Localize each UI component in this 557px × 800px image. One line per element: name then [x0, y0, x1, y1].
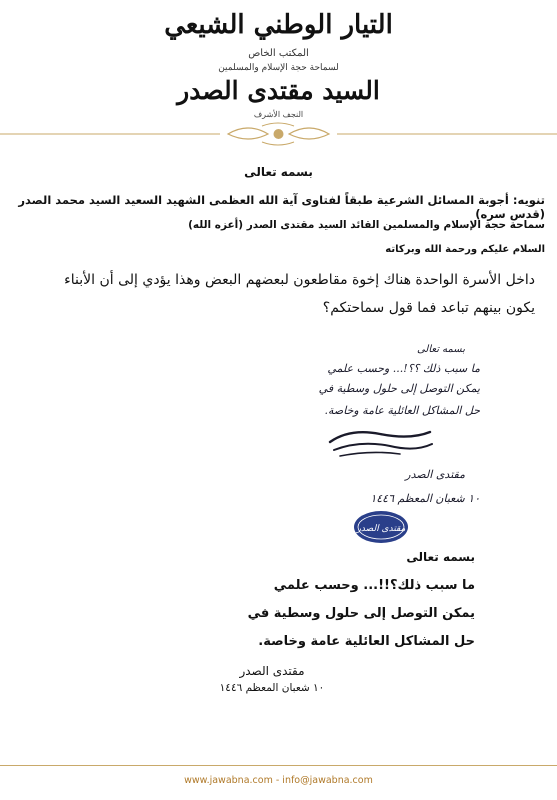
letterhead-place: النجف الأشرف — [253, 110, 304, 119]
fatwa-note: تنويه: أجوبة المسائل الشرعية طبقاً لفتاوى آية الله العظمى الشهيد السعيد السيد محمد الصدر (قدس سره) — [18, 193, 545, 221]
handwritten-line-3: حل المشاكل العائلية عامة وخاصة. — [324, 404, 480, 417]
footer-contact: www.jawabna.com - info@jawabna.com — [184, 775, 373, 786]
answer-line-1: ما سبب ذلك؟!!... وحسب علمي — [273, 578, 475, 593]
handwritten-signature — [300, 462, 480, 510]
question-basmala: بسمه تعالى — [244, 165, 313, 179]
handwritten-answer — [280, 340, 480, 426]
greeting-line: السلام عليكم ورحمة الله وبركاته — [385, 244, 545, 255]
letterhead — [0, 0, 557, 150]
official-stamp — [353, 510, 409, 544]
answer-line-3: حل المشاكل العائلية عامة وخاصة. — [258, 634, 475, 649]
letterhead-name: السيد مقتدى الصدر — [177, 76, 380, 105]
handwritten-basmala: بسمه تعالى — [416, 344, 465, 355]
handwritten-line-2: يمكن التوصل إلى حلول وسطية في — [318, 382, 480, 395]
handwritten-line-1: ما سبب ذلك ؟؟!... وحسب علمي — [327, 362, 480, 375]
signature-scribble — [320, 420, 440, 464]
answer-date: ١٠ شعبان المعظم ١٤٤٦ — [219, 682, 325, 694]
answer-basmala: بسمه تعالى — [406, 550, 475, 564]
recipient-line: سماحة حجة الإسلام والمسلمين القائد السيد مقتدى الصدر (أعزه الله) — [188, 219, 545, 231]
stamp-text: مقتدى الصدر — [356, 524, 406, 534]
footer-divider — [0, 765, 557, 766]
handwritten-sign-name: مقتدى الصدر — [405, 468, 465, 481]
handwritten-sign-date: ١٠ شعبان المعظم ١٤٤٦ — [370, 492, 480, 505]
question-text: داخل الأسرة الواحدة هناك إخوة مقاطعون لبعضهم البعض وهذا يؤدي إلى أن الأبناء يكون بينهم تباعد فما قول سماحتكم؟ — [64, 272, 535, 316]
letterhead-subtitle: لسماحة حجة الإسلام والمسلمين — [218, 63, 339, 73]
answer-signature: مقتدى الصدر — [239, 664, 305, 678]
ornament-divider — [0, 122, 557, 146]
letterhead-office: المكتب الخاص — [248, 48, 309, 59]
letterhead-title: التيار الوطني الشيعي — [164, 10, 393, 40]
answer-line-2: يمكن التوصل إلى حلول وسطية في — [247, 606, 475, 621]
